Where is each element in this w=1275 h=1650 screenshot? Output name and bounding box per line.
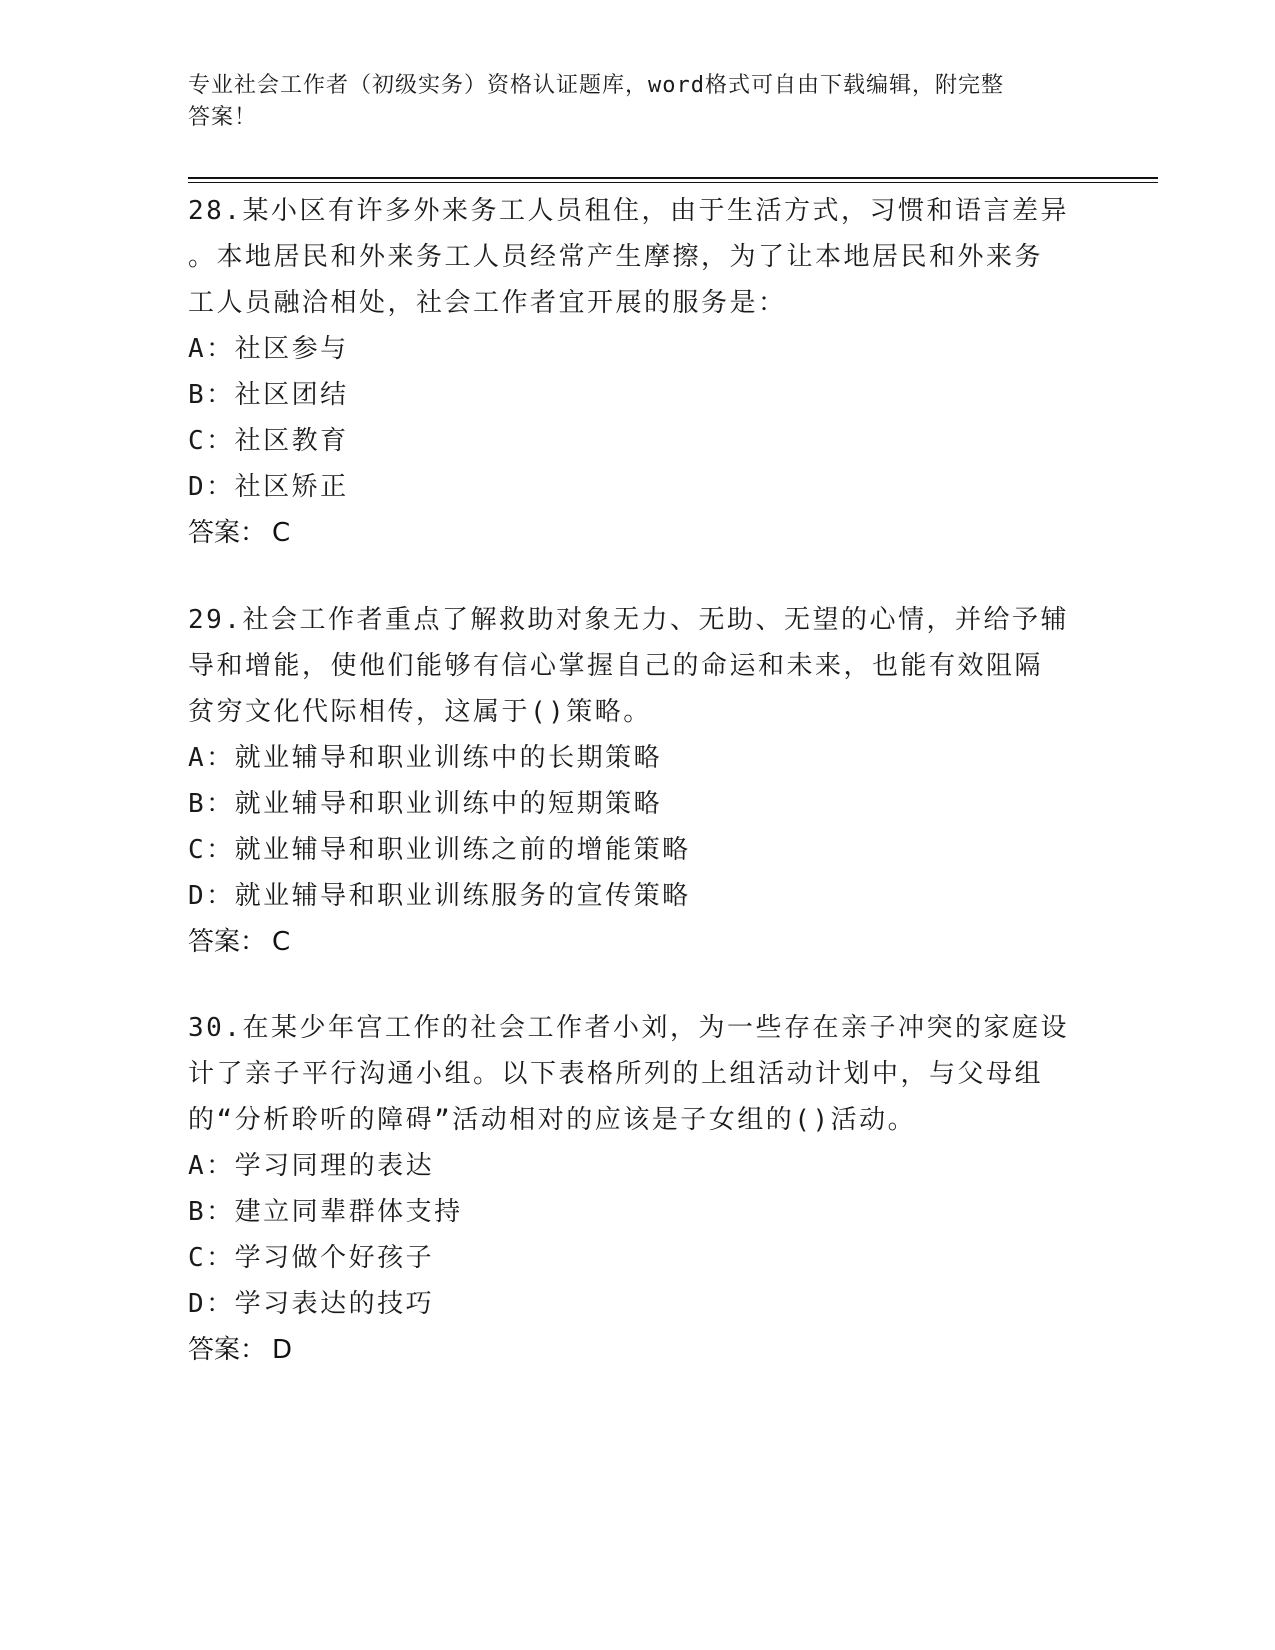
question-29 (188, 597, 1088, 965)
option-a: A：学习同理的表达 (188, 1151, 435, 1181)
option-a: A：社区参与 (188, 334, 349, 364)
option-d: D：学习表达的技巧 (188, 1289, 435, 1319)
option-b: B：建立同辈群体支持 (188, 1197, 463, 1227)
header-line-1: 专业社会工作者（初级实务）资格认证题库，word格式可自由下载编辑，附完整 (188, 73, 1004, 98)
answer-label: 答案： (188, 1335, 267, 1365)
option-b: B：社区团结 (188, 380, 349, 410)
answer-label: 答案： (188, 927, 267, 957)
option-c: C：社区教育 (188, 426, 349, 456)
question-stem (188, 188, 1088, 326)
answer-value: D (272, 1335, 293, 1365)
answer-value: C (272, 927, 291, 957)
question-stem-line: 29.社会工作者重点了解救助对象无力、无助、无望的心情，并给予辅 (188, 605, 1069, 635)
option-d: D：社区矫正 (188, 472, 349, 502)
question-stem-line: 工人员融洽相处，社会工作者宜开展的服务是： (188, 288, 787, 318)
option-a: A：就业辅导和职业训练中的长期策略 (188, 743, 663, 773)
question-stem-line: 。本地居民和外来务工人员经常产生摩擦，为了让本地居民和外来务 (188, 242, 1044, 272)
question-stem-line: 导和增能，使他们能够有信心掌握自己的命运和未来，也能有效阻隔 (188, 651, 1044, 681)
header-line-2: 答案！ (188, 105, 258, 130)
option-c: C：学习做个好孩子 (188, 1243, 435, 1273)
question-stem-line: 30.在某少年宫工作的社会工作者小刘，为一些存在亲子冲突的家庭设 (188, 1013, 1069, 1043)
question-30 (188, 1005, 1088, 1373)
answer-line (188, 1327, 1088, 1373)
answer-line (188, 919, 1088, 965)
header-divider-thin (188, 182, 1158, 183)
answer-label: 答案： (188, 518, 267, 548)
question-28 (188, 188, 1088, 556)
answer-value: C (272, 518, 291, 548)
question-stem (188, 1005, 1088, 1143)
option-b: B：就业辅导和职业训练中的短期策略 (188, 789, 663, 819)
answer-line (188, 510, 1088, 556)
question-stem-line: 的“分析聆听的障碍”活动相对的应该是子女组的()活动。 (188, 1105, 917, 1135)
question-stem (188, 597, 1088, 735)
question-stem-line: 28.某小区有许多外来务工人员租住，由于生活方式，习惯和语言差异 (188, 196, 1069, 226)
question-stem-line: 计了亲子平行沟通小组。以下表格所列的上组活动计划中，与父母组 (188, 1059, 1044, 1089)
header-divider-thick (188, 177, 1158, 179)
document-header (188, 70, 1068, 134)
option-d: D：就业辅导和职业训练服务的宣传策略 (188, 881, 691, 911)
option-c: C：就业辅导和职业训练之前的增能策略 (188, 835, 691, 865)
question-stem-line: 贫穷文化代际相传，这属于()策略。 (188, 697, 652, 727)
